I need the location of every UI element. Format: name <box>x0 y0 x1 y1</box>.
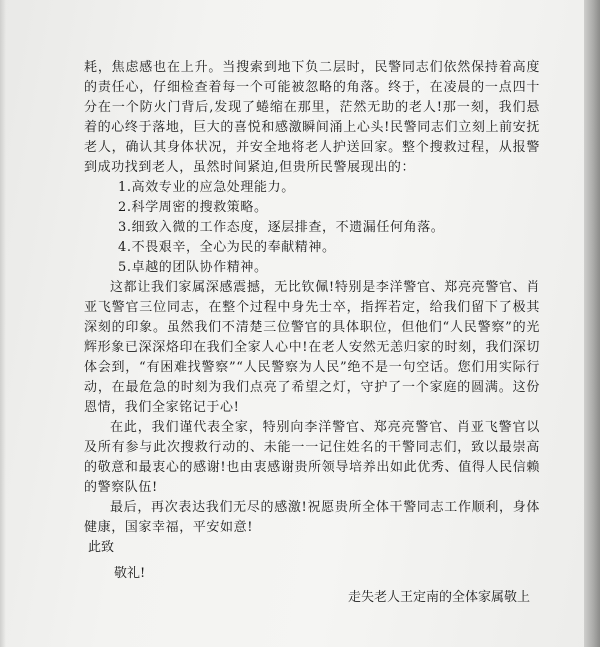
paragraph-intro: 耗，焦虑感也在上升。当搜索到地下负二层时，民警同志们依然保持着高度的责任心，仔细检查着每一个可能被忽略的角落。终于，在凌晨的一点四十分在一个防火门背后,发现了蜷缩在那里，茫然无助的老人!那一刻，我们悬着的心终于落地，巨大的喜悦和感激瞬间涌上心头!民警同志们立刻上前安抚老人，确认其身体状况，并安全地将老人护送回家。整个搜救过程，从报警到成功找到老人，虽然时间紧迫,但贵所民警展现出的： <box>84 60 540 175</box>
paper-right-edge <box>584 0 600 647</box>
closing-greeting: 此致 <box>88 540 115 555</box>
paper-left-shadow <box>0 0 6 647</box>
list-item: 2.科学周密的搜救策略。 <box>118 200 268 215</box>
list-item: 1.高效专业的应急处理能力。 <box>118 180 295 195</box>
paragraph-wishes: 最后，再次表达我们无尽的感激!祝愿贵所全体干警同志工作顺利，身体健康，国家幸福，平安如意! <box>84 500 540 535</box>
letter-body <box>84 58 540 608</box>
list-item: 4.不畏艰辛，全心为民的奉献精神。 <box>118 240 336 255</box>
paragraph-gratitude: 这都让我们家属深感震撼，无比钦佩!特别是李洋警官、郑亮亮警官、肖亚飞警官三位同志，在整个过程中身先士卒，指挥若定，给我们留下了极其深刻的印象。虽然我们不清楚三位警官的具体职位，但他们“人民警察”的光辉形象已深深烙印在我们全家人心中!在老人安然无恙归家的时刻，我们深切体会到，“有困难找警察”“人民警察为人民”绝不是一句空话。您们用实际行动，在最危急的时刻为我们点亮了希望之灯，守护了一个家庭的圆满。这份恩情，我们全家铭记于心! <box>84 280 540 415</box>
list-item: 5.卓越的团队协作精神。 <box>118 260 268 275</box>
list-item: 3.细致入微的工作态度，逐层排查，不遗漏任何角落。 <box>118 220 445 235</box>
letter-signature: 走失老人王定南的全体家属敬上 <box>347 590 530 605</box>
closing-salute: 敬礼! <box>114 566 146 581</box>
achievement-list <box>84 178 540 278</box>
paragraph-thanks: 在此，我们谨代表全家，特别向李洋警官、郑亮亮警官、肖亚飞警官以及所有参与此次搜救行动的、未能一一记住姓名的干警同志们，致以最崇高的敬意和最衷心的感谢!也由衷感谢贵所领导培养出如此优秀、值得人民信赖的警察队伍! <box>84 420 540 495</box>
